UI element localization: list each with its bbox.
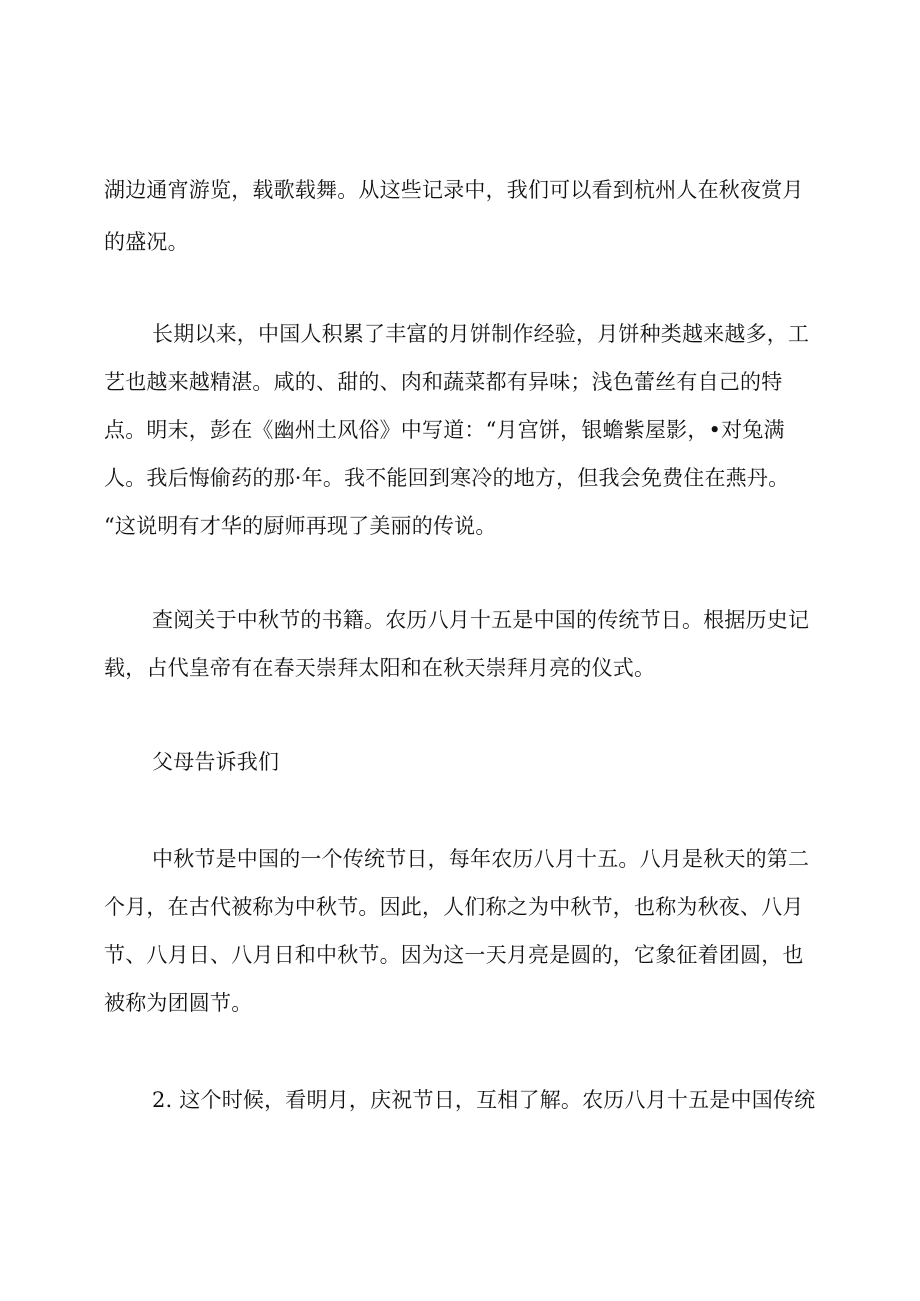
paragraph-2-line-2: 艺也越来越精湛。咸的、甜的、肉和蔬菜都有异味；浅色蕾丝有自己的特 — [104, 370, 783, 394]
paragraph-1-line-2: 的盛况。 — [104, 230, 189, 254]
paragraph-4-line-1: 父母告诉我们 — [152, 750, 280, 774]
paragraph-1-line-1: 湖边通宵游览，载歌载舞。从这些记录中，我们可以看到杭州人在秋夜赏月 — [104, 178, 804, 202]
paragraph-5-line-4: 被称为团圆节。 — [104, 991, 253, 1015]
paragraph-2-line-3: 点。明末，彭在《幽州土风俗》中写道：“月宫饼，银蟾紫屋影，•对兔满 — [104, 418, 785, 442]
paragraph-6-line-1: 2. 这个时候，看明月，庆祝节日，互相了解。农历八月十五是中国传统 — [152, 1088, 816, 1112]
paragraph-5-line-2: 个月，在古代被称为中秋节。因此，人们称之为中秋节，也称为秋夜、八月 — [104, 895, 804, 919]
paragraph-5-line-3: 节、八月日、八月日和中秋节。因为这一天月亮是圆的，它象征着团圆，也 — [104, 943, 804, 967]
paragraph-5-line-1: 中秋节是中国的一个传统节日，每年农历八月十五。八月是秋天的第二 — [152, 847, 810, 871]
paragraph-3-line-2: 载，占代皇帝有在春天崇拜太阳和在秋天崇拜月亮的仪式。 — [104, 656, 656, 680]
paragraph-3-line-1: 查阅关于中秋节的书籍。农历八月十五是中国的传统节日。根据历史记 — [152, 608, 810, 632]
paragraph-2-line-1: 长期以来，中国人积累了丰富的月饼制作经验，月饼种类越来越多，工 — [152, 322, 810, 346]
paragraph-2-line-5: “这说明有才华的厨师再现了美丽的传说。 — [104, 514, 497, 538]
paragraph-2-line-4: 人。我后悔偷药的那·年。我不能回到寒冷的地方，但我会免费住在燕丹。 — [104, 466, 790, 490]
